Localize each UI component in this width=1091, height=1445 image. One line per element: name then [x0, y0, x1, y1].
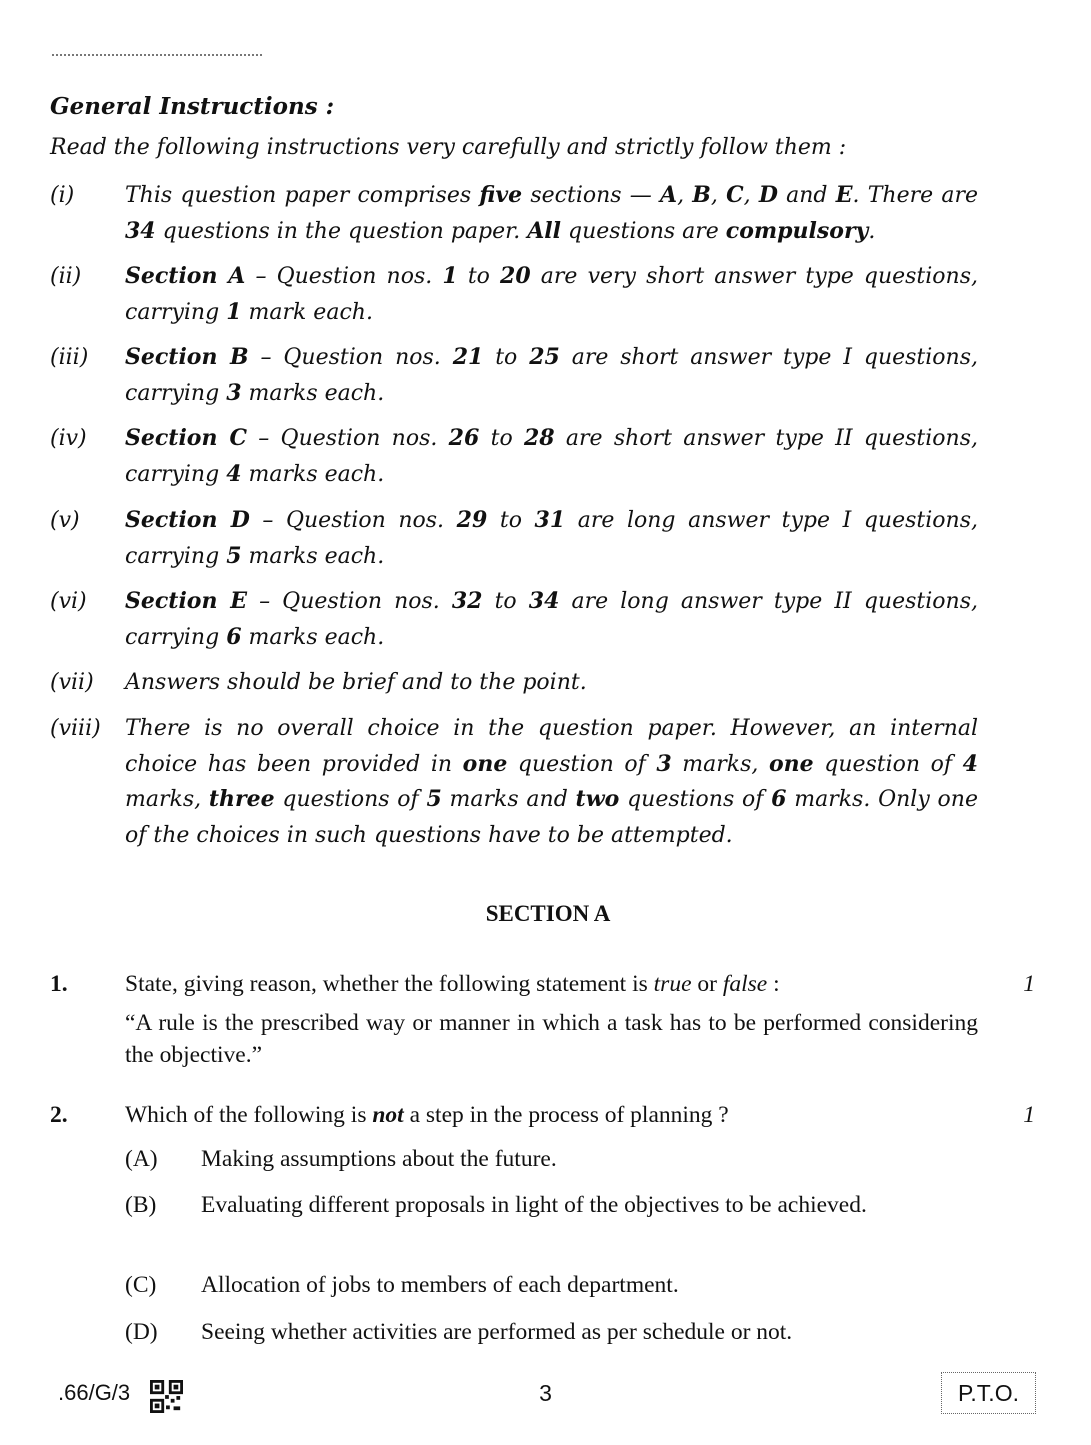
instruction-item	[50, 584, 978, 655]
micro-text-line	[52, 54, 262, 59]
instruction-number: (i)	[50, 183, 75, 208]
instruction-text: There is no overall choice in the question paper. However, an internal choice has been provided in one question of 3 marks, one question of 4 marks, three questions of 5 marks and two questions of 6 marks. Only one of the choices in such questions have to be attempted.	[125, 716, 978, 848]
instruction-text: Section D – Question nos. 29 to 31 are long answer type I questions, carrying 5 marks each.	[125, 507, 978, 569]
instruction-text: Section A – Question nos. 1 to 20 are very short answer type questions, carrying 1 mark each.	[125, 263, 979, 325]
general-instructions-title: General Instructions :	[50, 93, 335, 120]
option-label: (C)	[125, 1272, 157, 1298]
instruction-number: (iii)	[50, 345, 89, 370]
general-instructions-intro: Read the following instructions very carefully and strictly follow them :	[50, 135, 847, 160]
instruction-text: This question paper comprises five sections — A, B, C, D and E. There are 34 questions in the question paper. All questions are compulsory.	[125, 182, 978, 244]
instruction-item	[50, 711, 978, 853]
option-text: Making assumptions about the future.	[201, 1146, 557, 1172]
paper-code: .66/G/3	[58, 1380, 131, 1405]
instruction-item	[50, 178, 978, 249]
option-text: Allocation of jobs to members of each department.	[201, 1272, 679, 1298]
instruction-item	[50, 340, 978, 411]
question-text: State, giving reason, whether the following statement is true or false :	[125, 971, 780, 997]
instruction-text: Answers should be brief and to the point.	[125, 670, 587, 695]
question-marks: 1	[1023, 1102, 1035, 1128]
question-1	[50, 968, 1035, 1071]
option-text: Seeing whether activities are performed as per schedule or not.	[201, 1319, 793, 1345]
question-text: Which of the following is not a step in the process of planning ?	[125, 1102, 729, 1128]
pto-label: P.T.O.	[941, 1372, 1036, 1414]
page-number: 3	[539, 1380, 552, 1406]
option-c	[125, 1268, 978, 1303]
instruction-number: (iv)	[50, 426, 87, 451]
instruction-text: Section E – Question nos. 32 to 34 are long answer type II questions, carrying 6 marks each.	[125, 588, 978, 650]
instruction-item	[50, 421, 978, 492]
instruction-text: Section C – Question nos. 26 to 28 are short answer type II questions, carrying 4 marks each.	[125, 425, 978, 487]
option-a	[125, 1142, 978, 1177]
question-marks: 1	[1023, 971, 1035, 997]
option-label: (D)	[125, 1319, 158, 1345]
section-title: SECTION A	[485, 901, 611, 926]
instruction-number: (ii)	[50, 264, 82, 289]
question-2	[50, 1099, 1035, 1131]
option-b	[125, 1188, 978, 1223]
option-text: Evaluating different proposals in light of the objectives to be achieved.	[201, 1192, 867, 1218]
option-d	[125, 1315, 978, 1350]
instruction-text: Section B – Question nos. 21 to 25 are short answer type I questions, carrying 3 marks each.	[125, 344, 978, 406]
instruction-item	[50, 503, 978, 574]
instruction-item	[50, 259, 978, 330]
instruction-item	[50, 665, 978, 701]
option-label: (B)	[125, 1192, 157, 1218]
instruction-number: (vii)	[50, 670, 94, 695]
question-number: 1.	[50, 971, 68, 997]
question-quote: “A rule is the prescribed way or manner in which a task has to be performed considering the objective.”	[125, 1010, 978, 1068]
question-number: 2.	[50, 1102, 68, 1128]
instruction-number: (v)	[50, 508, 80, 533]
instruction-number: (vi)	[50, 589, 87, 614]
option-label: (A)	[125, 1146, 158, 1172]
instruction-number: (viii)	[50, 716, 101, 741]
